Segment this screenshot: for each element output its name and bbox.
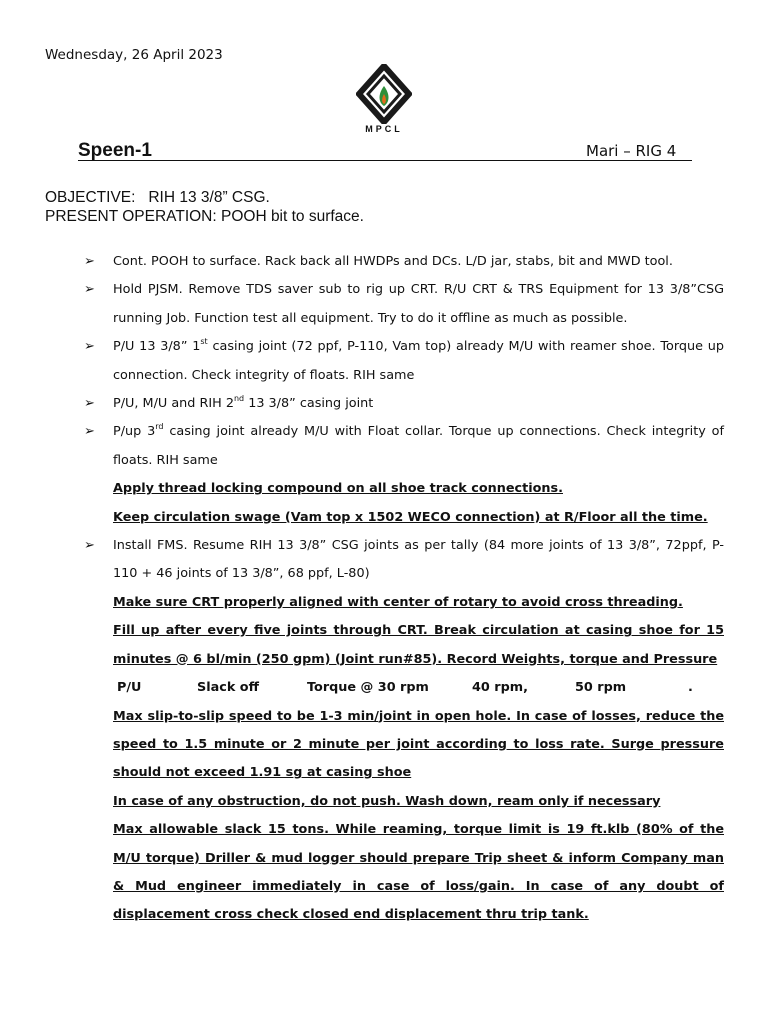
present-operation: PRESENT OPERATION: POOH bit to surface. <box>45 208 364 225</box>
bullet-arrow-icon: ➢ <box>84 538 95 554</box>
step-item <box>84 276 724 333</box>
bullet-arrow-icon: ➢ <box>84 396 95 412</box>
record-column: 40 rpm, <box>472 680 528 696</box>
bullet-arrow-icon: ➢ <box>84 339 95 355</box>
step-text: P/up 3 <box>113 424 156 440</box>
instruction-note: Apply thread locking compound on all shoe track connections. <box>113 481 563 497</box>
logo-text: MPCL <box>365 124 403 134</box>
well-name: Speen-1 <box>78 140 152 161</box>
operation-steps <box>84 248 724 930</box>
step-text: Install FMS. Resume RIH 13 3/8” CSG joints as per tally (84 more joints of 13 3/8”, 72ppf, P-110 + 46 joints of 13 3/8”, 68 ppf, L-80) <box>113 538 724 582</box>
step-item <box>84 418 724 475</box>
record-column: . <box>688 680 693 696</box>
instruction-note: Fill up after every five joints through CRT. Break circulation at casing shoe for 15 minutes @ 6 bl/min (250 gpm) (Joint run#85). Record Weights, torque and Pressure <box>113 623 724 667</box>
step-item <box>84 532 724 589</box>
bullet-arrow-icon: ➢ <box>84 282 95 298</box>
step-text: 13 3/8” casing joint <box>244 396 374 412</box>
header-divider <box>78 160 692 161</box>
rig-name: Mari – RIG 4 <box>586 142 677 160</box>
record-column: Slack off <box>197 680 259 696</box>
ordinal-suffix: rd <box>155 422 164 432</box>
record-column: P/U <box>117 680 142 696</box>
bullet-arrow-icon: ➢ <box>84 424 95 440</box>
instruction-note: Keep circulation swage (Vam top x 1502 WECO connection) at R/Floor all the time. <box>113 509 708 525</box>
step-item <box>84 390 724 418</box>
bullet-arrow-icon: ➢ <box>84 254 95 269</box>
mpcl-logo-icon <box>356 64 412 124</box>
record-columns-row <box>84 674 724 702</box>
step-text: P/U 13 3/8” 1 <box>113 339 201 355</box>
step-text: casing joint already M/U with Float collar. Torque up connections. Check integrity of floats. RIH same <box>113 424 724 468</box>
instruction-note: Make sure CRT properly aligned with center of rotary to avoid cross threading. <box>113 594 683 610</box>
step-text: Cont. POOH to surface. Rack back all HWDPs and DCs. L/D jar, stabs, bit and MWD tool. <box>113 254 673 269</box>
step-text: Hold PJSM. Remove TDS saver sub to rig up CRT. R/U CRT & TRS Equipment for 13 3/8”CSG running Job. Function test all equipment. Try to do it offline as much as possible. <box>113 282 724 326</box>
step-item <box>84 248 724 276</box>
record-column: 50 rpm <box>575 680 627 696</box>
instruction-note: Max slip-to-slip speed to be 1-3 min/joint in open hole. In case of losses, reduce the speed to 1.5 minute or 2 minute per joint according to loss rate. Surge pressure should not exceed 1.91 sg at casing shoe <box>113 708 724 781</box>
record-column: Torque @ 30 rpm <box>307 680 429 696</box>
step-text: casing joint (72 ppf, P-110, Vam top) already M/U with reamer shoe. Torque up connection. Check integrity of floats. RIH same <box>113 339 725 383</box>
instruction-note: Max allowable slack 15 tons. While reaming, torque limit is 19 ft.klb (80% of the M/U torque) Driller & mud logger should prepare Trip sheet & inform Company man & Mud engineer immediately in case of loss/gain. In case of any doubt of displacement cross check closed end displacement thru trip tank. <box>113 822 724 923</box>
step-text: P/U, M/U and RIH 2 <box>113 396 234 412</box>
objective: OBJECTIVE: RIH 13 3/8” CSG. <box>45 189 270 206</box>
instruction-note: In case of any obstruction, do not push. Wash down, ream only if necessary <box>113 793 661 809</box>
document-date: Wednesday, 26 April 2023 <box>45 47 223 63</box>
ordinal-suffix: nd <box>233 393 245 403</box>
ordinal-suffix: st <box>200 336 208 346</box>
step-item <box>84 333 724 390</box>
mpcl-logo <box>356 64 412 140</box>
